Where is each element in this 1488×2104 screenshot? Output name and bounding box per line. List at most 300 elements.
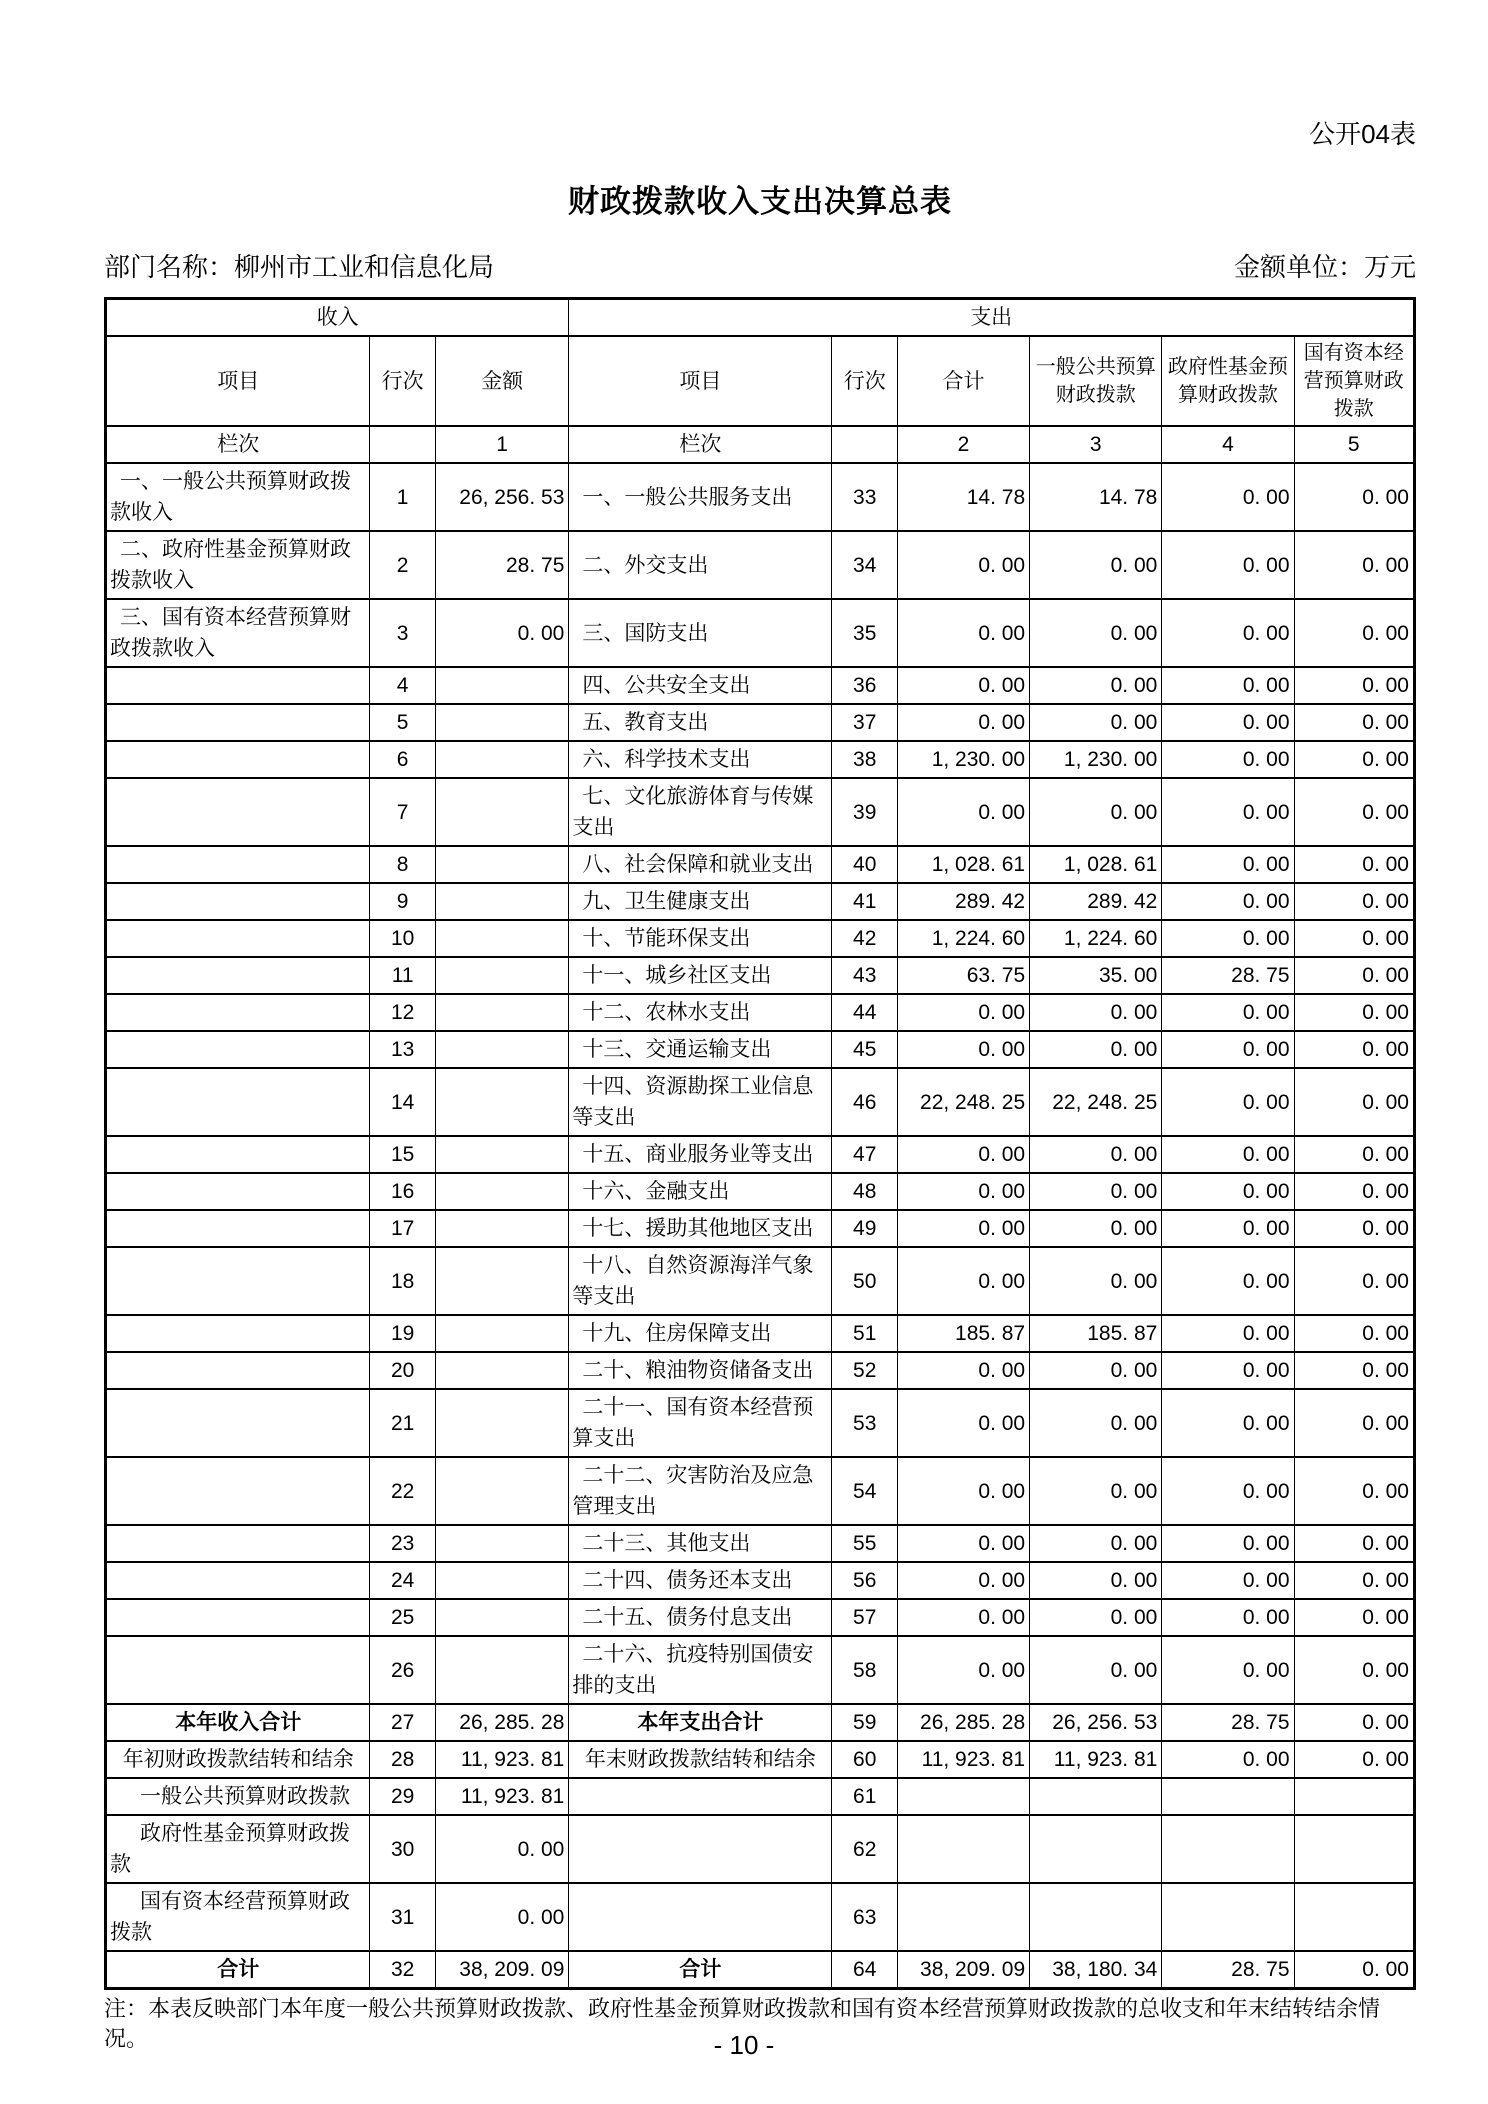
expense-general-budget-cell: 0. 00 <box>1030 778 1162 846</box>
table-row <box>106 1815 1415 1883</box>
expense-state-capital-cell: 0. 00 <box>1294 599 1414 667</box>
expense-gov-fund-cell: 0. 00 <box>1162 704 1294 741</box>
income-item-cell <box>106 957 370 994</box>
income-line-cell: 19 <box>370 1315 435 1352</box>
expense-item-cell: 十二、农林水支出 <box>569 994 832 1031</box>
income-item-cell <box>106 1562 370 1599</box>
expense-total-cell: 0. 00 <box>897 531 1029 599</box>
income-amount-cell <box>435 1315 569 1352</box>
expense-line-cell: 58 <box>832 1636 897 1704</box>
expense-item-cell: 十、节能环保支出 <box>569 920 832 957</box>
expense-line-cell: 60 <box>832 1741 897 1778</box>
expense-state-capital-cell: 0. 00 <box>1294 1599 1414 1636</box>
expense-total-cell: 38, 209. 09 <box>897 1951 1029 1989</box>
table-row <box>106 957 1415 994</box>
expense-gov-fund-cell: 0. 00 <box>1162 1315 1294 1352</box>
expense-total-cell <box>897 1778 1029 1815</box>
income-line-cell: 2 <box>370 531 435 599</box>
table-row <box>106 920 1415 957</box>
expense-state-capital-cell: 0. 00 <box>1294 1031 1414 1068</box>
income-amount-cell: 0. 00 <box>435 599 569 667</box>
table-caption-row <box>104 250 1416 284</box>
income-line-cell: 14 <box>370 1068 435 1136</box>
expense-item-cell: 二十一、国有资本经营预算支出 <box>569 1389 832 1457</box>
expense-item-cell: 二十、粮油物资储备支出 <box>569 1352 832 1389</box>
expense-general-budget-cell: 0. 00 <box>1030 667 1162 704</box>
income-item-cell <box>106 1599 370 1636</box>
expense-total-cell: 0. 00 <box>897 994 1029 1031</box>
income-item-cell <box>106 883 370 920</box>
expense-general-budget-cell: 1, 230. 00 <box>1030 741 1162 778</box>
income-amount-cell <box>435 778 569 846</box>
income-amount-cell <box>435 846 569 883</box>
income-item-cell <box>106 778 370 846</box>
table-row <box>106 1136 1415 1173</box>
income-item-cell <box>106 1315 370 1352</box>
expense-state-capital-cell <box>1294 1778 1414 1815</box>
expense-item-cell: 五、教育支出 <box>569 704 832 741</box>
income-item-cell <box>106 741 370 778</box>
expense-line-cell: 41 <box>832 883 897 920</box>
income-line-cell: 7 <box>370 778 435 846</box>
income-item-cell <box>106 1068 370 1136</box>
expense-state-capital-cell: 0. 00 <box>1294 1173 1414 1210</box>
expense-state-capital-cell: 0. 00 <box>1294 1352 1414 1389</box>
table-row <box>106 846 1415 883</box>
col-header-expense-total: 合计 <box>897 336 1029 426</box>
expense-item-cell <box>569 1815 832 1883</box>
income-line-cell: 31 <box>370 1883 435 1951</box>
expense-item-cell: 二、外交支出 <box>569 531 832 599</box>
income-item-cell <box>106 704 370 741</box>
expense-general-budget-cell: 11, 923. 81 <box>1030 1741 1162 1778</box>
income-line-cell: 27 <box>370 1704 435 1741</box>
income-line-cell: 17 <box>370 1210 435 1247</box>
expense-gov-fund-cell: 0. 00 <box>1162 599 1294 667</box>
expense-state-capital-cell: 0. 00 <box>1294 1389 1414 1457</box>
expense-total-cell: 0. 00 <box>897 1247 1029 1315</box>
fiscal-table <box>104 297 1416 1990</box>
expense-item-cell: 合计 <box>569 1951 832 1989</box>
col-header-income-item: 项目 <box>106 336 370 426</box>
expense-gov-fund-cell: 0. 00 <box>1162 667 1294 704</box>
expense-state-capital-cell: 0. 00 <box>1294 957 1414 994</box>
expense-gov-fund-cell: 0. 00 <box>1162 1352 1294 1389</box>
expense-gov-fund-cell: 0. 00 <box>1162 778 1294 846</box>
income-line-cell: 28 <box>370 1741 435 1778</box>
expense-item-cell: 十一、城乡社区支出 <box>569 957 832 994</box>
income-amount-cell: 28. 75 <box>435 531 569 599</box>
income-item-cell <box>106 1525 370 1562</box>
expense-total-cell: 0. 00 <box>897 1173 1029 1210</box>
expense-line-cell: 36 <box>832 667 897 704</box>
table-row <box>106 1457 1415 1525</box>
table-body <box>106 463 1415 1989</box>
income-amount-cell <box>435 957 569 994</box>
expense-general-budget-cell: 0. 00 <box>1030 1562 1162 1599</box>
lanci-blank-expense <box>832 426 897 463</box>
expense-gov-fund-cell: 28. 75 <box>1162 1951 1294 1989</box>
expense-gov-fund-cell: 0. 00 <box>1162 1068 1294 1136</box>
income-item-cell: 一般公共预算财政拨款 <box>106 1778 370 1815</box>
expense-gov-fund-cell: 0. 00 <box>1162 1031 1294 1068</box>
expense-total-cell: 1, 230. 00 <box>897 741 1029 778</box>
table-row <box>106 1778 1415 1815</box>
income-amount-cell: 26, 285. 28 <box>435 1704 569 1741</box>
income-amount-cell <box>435 1636 569 1704</box>
income-amount-cell <box>435 1136 569 1173</box>
expense-gov-fund-cell: 0. 00 <box>1162 1173 1294 1210</box>
expense-item-cell: 年末财政拨款结转和结余 <box>569 1741 832 1778</box>
expense-total-cell <box>897 1883 1029 1951</box>
expense-total-cell: 0. 00 <box>897 1389 1029 1457</box>
income-item-cell <box>106 1352 370 1389</box>
income-item-cell <box>106 1247 370 1315</box>
table-row <box>106 704 1415 741</box>
table-row <box>106 1389 1415 1457</box>
expense-line-cell: 42 <box>832 920 897 957</box>
expense-line-cell: 61 <box>832 1778 897 1815</box>
expense-general-budget-cell: 0. 00 <box>1030 704 1162 741</box>
col-header-gov-fund: 政府性基金预算财政拨款 <box>1162 336 1294 426</box>
income-line-cell: 8 <box>370 846 435 883</box>
expense-item-cell: 十五、商业服务业等支出 <box>569 1136 832 1173</box>
expense-total-cell: 0. 00 <box>897 1636 1029 1704</box>
expense-line-cell: 54 <box>832 1457 897 1525</box>
income-line-cell: 29 <box>370 1778 435 1815</box>
group-header-row <box>106 299 1415 337</box>
income-line-cell: 11 <box>370 957 435 994</box>
expense-total-cell: 11, 923. 81 <box>897 1741 1029 1778</box>
income-line-cell: 32 <box>370 1951 435 1989</box>
expense-gov-fund-cell <box>1162 1883 1294 1951</box>
income-line-cell: 20 <box>370 1352 435 1389</box>
expense-state-capital-cell: 0. 00 <box>1294 778 1414 846</box>
table-row <box>106 778 1415 846</box>
expense-total-cell: 0. 00 <box>897 1136 1029 1173</box>
col-header-state-capital: 国有资本经营预算财政拨款 <box>1294 336 1414 426</box>
expense-state-capital-cell: 0. 00 <box>1294 1636 1414 1704</box>
expense-gov-fund-cell: 0. 00 <box>1162 1457 1294 1525</box>
income-amount-cell <box>435 1599 569 1636</box>
expense-total-cell: 26, 285. 28 <box>897 1704 1029 1741</box>
income-amount-cell <box>435 741 569 778</box>
expense-item-cell: 二十五、债务付息支出 <box>569 1599 832 1636</box>
income-item-cell <box>106 1210 370 1247</box>
expense-line-cell: 45 <box>832 1031 897 1068</box>
income-item-cell: 政府性基金预算财政拨款 <box>106 1815 370 1883</box>
expense-gov-fund-cell <box>1162 1815 1294 1883</box>
expense-line-cell: 35 <box>832 599 897 667</box>
income-line-cell: 12 <box>370 994 435 1031</box>
expense-general-budget-cell: 26, 256. 53 <box>1030 1704 1162 1741</box>
income-line-cell: 4 <box>370 667 435 704</box>
expense-state-capital-cell: 0. 00 <box>1294 1247 1414 1315</box>
expense-line-cell: 44 <box>832 994 897 1031</box>
expense-general-budget-cell: 0. 00 <box>1030 1599 1162 1636</box>
income-amount-cell <box>435 1525 569 1562</box>
expense-state-capital-cell: 0. 00 <box>1294 463 1414 531</box>
table-row <box>106 531 1415 599</box>
income-line-cell: 30 <box>370 1815 435 1883</box>
expense-item-cell: 一、一般公共服务支出 <box>569 463 832 531</box>
expense-total-cell: 0. 00 <box>897 1457 1029 1525</box>
expense-group-header: 支出 <box>569 299 1415 337</box>
expense-state-capital-cell: 0. 00 <box>1294 994 1414 1031</box>
expense-item-cell: 六、科学技术支出 <box>569 741 832 778</box>
income-line-cell: 24 <box>370 1562 435 1599</box>
income-item-cell: 本年收入合计 <box>106 1704 370 1741</box>
table-row <box>106 1562 1415 1599</box>
department-name: 部门名称：柳州市工业和信息化局 <box>104 252 495 282</box>
expense-line-cell: 55 <box>832 1525 897 1562</box>
table-row <box>106 1636 1415 1704</box>
expense-gov-fund-cell: 0. 00 <box>1162 1136 1294 1173</box>
expense-gov-fund-cell: 0. 00 <box>1162 1210 1294 1247</box>
expense-item-cell: 二十二、灾害防治及应急管理支出 <box>569 1457 832 1525</box>
income-item-cell <box>106 920 370 957</box>
table-row <box>106 1210 1415 1247</box>
table-row <box>106 741 1415 778</box>
income-group-header: 收入 <box>106 299 569 337</box>
expense-line-cell: 62 <box>832 1815 897 1883</box>
expense-gov-fund-cell: 28. 75 <box>1162 1704 1294 1741</box>
expense-item-cell: 二十三、其他支出 <box>569 1525 832 1562</box>
expense-general-budget-cell: 0. 00 <box>1030 1210 1162 1247</box>
income-item-cell <box>106 1636 370 1704</box>
income-amount-cell <box>435 1389 569 1457</box>
expense-general-budget-cell <box>1030 1778 1162 1815</box>
income-amount-cell <box>435 1562 569 1599</box>
expense-general-budget-cell: 0. 00 <box>1030 1457 1162 1525</box>
expense-general-budget-cell: 0. 00 <box>1030 1031 1162 1068</box>
expense-gov-fund-cell: 0. 00 <box>1162 1389 1294 1457</box>
income-amount-cell <box>435 994 569 1031</box>
expense-general-budget-cell: 0. 00 <box>1030 599 1162 667</box>
expense-general-budget-cell: 22, 248. 25 <box>1030 1068 1162 1136</box>
expense-item-cell: 三、国防支出 <box>569 599 832 667</box>
expense-total-cell: 14. 78 <box>897 463 1029 531</box>
expense-line-cell: 47 <box>832 1136 897 1173</box>
expense-general-budget-cell: 0. 00 <box>1030 994 1162 1031</box>
expense-general-budget-cell: 185. 87 <box>1030 1315 1162 1352</box>
expense-item-cell: 二十四、债务还本支出 <box>569 1562 832 1599</box>
expense-general-budget-cell: 1, 224. 60 <box>1030 920 1162 957</box>
expense-line-cell: 57 <box>832 1599 897 1636</box>
table-row <box>106 1068 1415 1136</box>
expense-item-cell: 十六、金融支出 <box>569 1173 832 1210</box>
expense-total-cell: 0. 00 <box>897 1210 1029 1247</box>
lanci-col-1: 1 <box>435 426 569 463</box>
expense-total-cell: 0. 00 <box>897 667 1029 704</box>
expense-item-cell: 七、文化旅游体育与传媒支出 <box>569 778 832 846</box>
expense-total-cell: 63. 75 <box>897 957 1029 994</box>
expense-gov-fund-cell: 0. 00 <box>1162 531 1294 599</box>
expense-total-cell: 1, 028. 61 <box>897 846 1029 883</box>
income-item-cell <box>106 1136 370 1173</box>
expense-line-cell: 34 <box>832 531 897 599</box>
expense-line-cell: 63 <box>832 1883 897 1951</box>
income-amount-cell <box>435 1031 569 1068</box>
expense-gov-fund-cell: 0. 00 <box>1162 1525 1294 1562</box>
income-item-cell <box>106 994 370 1031</box>
expense-gov-fund-cell: 0. 00 <box>1162 1599 1294 1636</box>
table-row <box>106 1599 1415 1636</box>
table-row <box>106 1315 1415 1352</box>
expense-gov-fund-cell: 0. 00 <box>1162 1247 1294 1315</box>
expense-line-cell: 51 <box>832 1315 897 1352</box>
expense-line-cell: 43 <box>832 957 897 994</box>
table-row <box>106 1741 1415 1778</box>
expense-general-budget-cell: 35. 00 <box>1030 957 1162 994</box>
expense-state-capital-cell: 0. 00 <box>1294 920 1414 957</box>
income-amount-cell: 26, 256. 53 <box>435 463 569 531</box>
column-header-row <box>106 336 1415 426</box>
expense-general-budget-cell: 14. 78 <box>1030 463 1162 531</box>
table-row <box>106 994 1415 1031</box>
income-line-cell: 10 <box>370 920 435 957</box>
income-amount-cell <box>435 667 569 704</box>
expense-item-cell: 十四、资源勘探工业信息等支出 <box>569 1068 832 1136</box>
expense-state-capital-cell: 0. 00 <box>1294 1951 1414 1989</box>
table-row <box>106 463 1415 531</box>
expense-general-budget-cell: 0. 00 <box>1030 1636 1162 1704</box>
expense-gov-fund-cell: 0. 00 <box>1162 1636 1294 1704</box>
col-header-general-budget: 一般公共预算财政拨款 <box>1030 336 1162 426</box>
expense-total-cell: 185. 87 <box>897 1315 1029 1352</box>
expense-total-cell: 0. 00 <box>897 1562 1029 1599</box>
income-amount-cell <box>435 1247 569 1315</box>
table-row <box>106 1951 1415 1989</box>
expense-gov-fund-cell: 0. 00 <box>1162 1562 1294 1599</box>
income-line-cell: 16 <box>370 1173 435 1210</box>
expense-state-capital-cell: 0. 00 <box>1294 1457 1414 1525</box>
income-item-cell: 合计 <box>106 1951 370 1989</box>
expense-state-capital-cell <box>1294 1883 1414 1951</box>
income-line-cell: 21 <box>370 1389 435 1457</box>
expense-line-cell: 40 <box>832 846 897 883</box>
table-row <box>106 1883 1415 1951</box>
expense-state-capital-cell: 0. 00 <box>1294 667 1414 704</box>
income-item-cell <box>106 846 370 883</box>
expense-state-capital-cell: 0. 00 <box>1294 1704 1414 1741</box>
expense-general-budget-cell: 0. 00 <box>1030 1525 1162 1562</box>
expense-general-budget-cell: 0. 00 <box>1030 1389 1162 1457</box>
expense-line-cell: 37 <box>832 704 897 741</box>
income-item-cell <box>106 667 370 704</box>
income-item-cell <box>106 1031 370 1068</box>
expense-total-cell: 0. 00 <box>897 1599 1029 1636</box>
expense-general-budget-cell: 38, 180. 34 <box>1030 1951 1162 1989</box>
income-item-cell <box>106 1389 370 1457</box>
expense-state-capital-cell <box>1294 1815 1414 1883</box>
income-line-cell: 1 <box>370 463 435 531</box>
table-row <box>106 1031 1415 1068</box>
expense-total-cell: 0. 00 <box>897 1525 1029 1562</box>
expense-total-cell: 0. 00 <box>897 704 1029 741</box>
table-row <box>106 667 1415 704</box>
lanci-col-5: 5 <box>1294 426 1414 463</box>
expense-line-cell: 52 <box>832 1352 897 1389</box>
amount-unit: 金额单位：万元 <box>1233 252 1416 282</box>
expense-state-capital-cell: 0. 00 <box>1294 531 1414 599</box>
expense-total-cell <box>897 1815 1029 1883</box>
table-header <box>106 299 1415 464</box>
income-line-cell: 22 <box>370 1457 435 1525</box>
income-amount-cell: 0. 00 <box>435 1883 569 1951</box>
expense-general-budget-cell <box>1030 1883 1162 1951</box>
income-amount-cell <box>435 1068 569 1136</box>
expense-state-capital-cell: 0. 00 <box>1294 741 1414 778</box>
expense-item-cell: 十八、自然资源海洋气象等支出 <box>569 1247 832 1315</box>
income-amount-cell <box>435 1352 569 1389</box>
expense-line-cell: 48 <box>832 1173 897 1210</box>
expense-item-cell: 十七、援助其他地区支出 <box>569 1210 832 1247</box>
income-item-cell <box>106 1173 370 1210</box>
expense-state-capital-cell: 0. 00 <box>1294 1315 1414 1352</box>
income-amount-cell <box>435 704 569 741</box>
expense-item-cell: 十三、交通运输支出 <box>569 1031 832 1068</box>
expense-general-budget-cell: 1, 028. 61 <box>1030 846 1162 883</box>
table-row <box>106 1352 1415 1389</box>
expense-general-budget-cell: 0. 00 <box>1030 1352 1162 1389</box>
expense-item-cell <box>569 1883 832 1951</box>
expense-state-capital-cell: 0. 00 <box>1294 1562 1414 1599</box>
expense-total-cell: 0. 00 <box>897 599 1029 667</box>
expense-line-cell: 38 <box>832 741 897 778</box>
expense-gov-fund-cell: 0. 00 <box>1162 463 1294 531</box>
expense-item-cell: 本年支出合计 <box>569 1704 832 1741</box>
lanci-blank-income <box>370 426 435 463</box>
expense-total-cell: 0. 00 <box>897 1031 1029 1068</box>
income-line-cell: 15 <box>370 1136 435 1173</box>
page-content <box>104 0 1416 2054</box>
expense-total-cell: 0. 00 <box>897 1352 1029 1389</box>
expense-total-cell: 0. 00 <box>897 778 1029 846</box>
expense-general-budget-cell: 0. 00 <box>1030 1173 1162 1210</box>
expense-item-cell: 四、公共安全支出 <box>569 667 832 704</box>
income-amount-cell: 11, 923. 81 <box>435 1741 569 1778</box>
lanci-col-4: 4 <box>1162 426 1294 463</box>
income-amount-cell <box>435 1210 569 1247</box>
table-row <box>106 1173 1415 1210</box>
income-line-cell: 13 <box>370 1031 435 1068</box>
expense-gov-fund-cell: 28. 75 <box>1162 957 1294 994</box>
expense-state-capital-cell: 0. 00 <box>1294 1136 1414 1173</box>
expense-item-cell: 十九、住房保障支出 <box>569 1315 832 1352</box>
expense-gov-fund-cell: 0. 00 <box>1162 883 1294 920</box>
table-row <box>106 1247 1415 1315</box>
table-row <box>106 1704 1415 1741</box>
expense-general-budget-cell: 0. 00 <box>1030 1247 1162 1315</box>
column-index-row <box>106 426 1415 463</box>
expense-gov-fund-cell: 0. 00 <box>1162 994 1294 1031</box>
expense-gov-fund-cell <box>1162 1778 1294 1815</box>
expense-gov-fund-cell: 0. 00 <box>1162 846 1294 883</box>
expense-line-cell: 49 <box>832 1210 897 1247</box>
income-item-cell: 一、一般公共预算财政拨款收入 <box>106 463 370 531</box>
expense-general-budget-cell: 0. 00 <box>1030 531 1162 599</box>
expense-line-cell: 39 <box>832 778 897 846</box>
expense-state-capital-cell: 0. 00 <box>1294 1210 1414 1247</box>
expense-line-cell: 46 <box>832 1068 897 1136</box>
income-line-cell: 9 <box>370 883 435 920</box>
page-number: - 10 - <box>713 2030 775 2060</box>
expense-line-cell: 53 <box>832 1389 897 1457</box>
table-row <box>106 1525 1415 1562</box>
expense-state-capital-cell: 0. 00 <box>1294 1741 1414 1778</box>
form-code: 公开04表 <box>1309 119 1416 149</box>
